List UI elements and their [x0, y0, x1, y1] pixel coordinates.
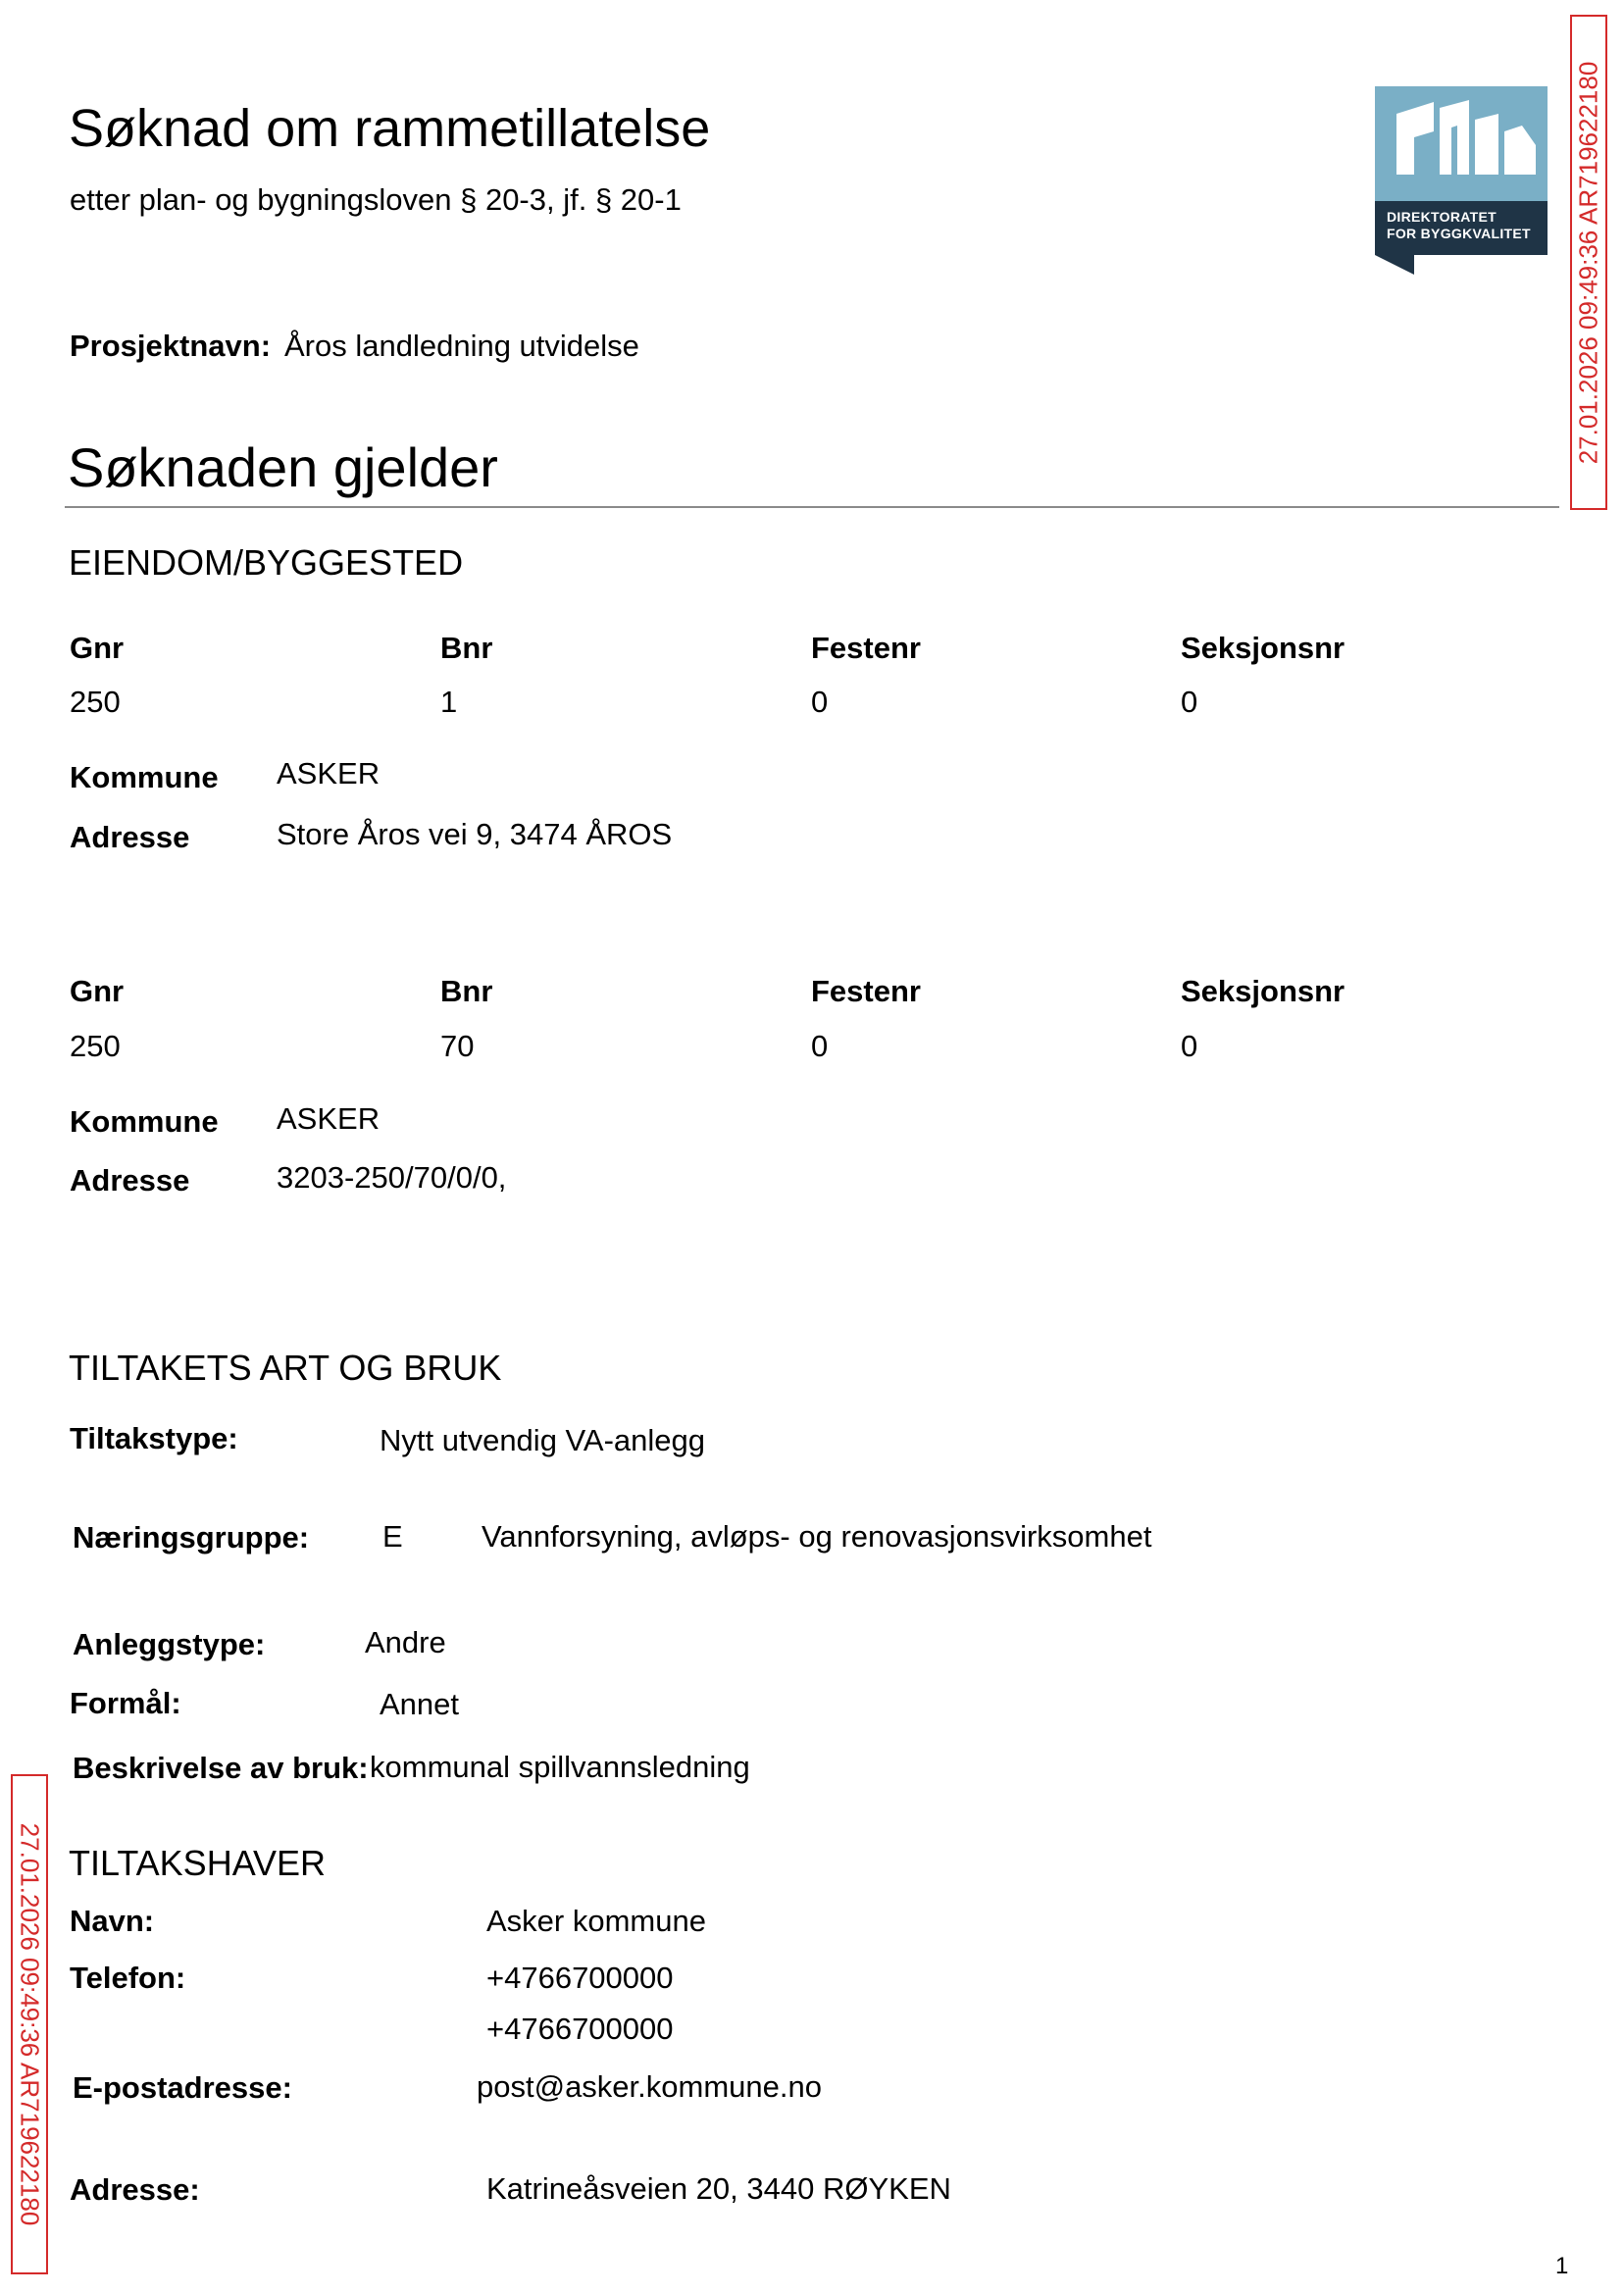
anleggstype-value: Andre [365, 1625, 446, 1659]
epost-value: post@asker.kommune.no [477, 2069, 822, 2104]
logo-line-1: DIREKTORATET [1387, 209, 1497, 225]
kommune-label: Kommune [70, 760, 219, 794]
tiltakstype-value: Nytt utvendig VA-anlegg [380, 1423, 706, 1457]
project-name-label: Prosjektnavn: [70, 329, 272, 363]
document-subtitle: etter plan- og bygningsloven § 20-3, jf. § 20-1 [70, 182, 682, 217]
adresse-value: 3203-250/70/0/0, [277, 1160, 507, 1195]
adresse-value: Store Åros vei 9, 3474 ÅROS [277, 817, 673, 851]
navn-label: Navn: [70, 1904, 155, 1938]
anleggstype-label: Anleggstype: [73, 1627, 266, 1661]
logo-text [1387, 209, 1531, 242]
gnr-value: 250 [70, 685, 121, 719]
formal-label: Formål: [70, 1686, 181, 1720]
adresse-label: Adresse [70, 1163, 190, 1198]
formal-value: Annet [380, 1687, 460, 1721]
festenr-value: 0 [811, 685, 829, 719]
date-stamp-right [1570, 15, 1607, 510]
seksjonsnr-value: 0 [1181, 685, 1198, 719]
bnr-header: Bnr [440, 631, 493, 665]
navn-value: Asker kommune [486, 1904, 706, 1938]
kommune-value: ASKER [277, 1101, 381, 1136]
seksjonsnr-header: Seksjonsnr [1181, 974, 1345, 1008]
epost-label: E-postadresse: [73, 2070, 292, 2105]
bnr-value: 1 [440, 685, 458, 719]
kommune-value: ASKER [277, 756, 381, 790]
naeringsgruppe-label: Næringsgruppe: [73, 1520, 310, 1555]
tiltakshaver-adresse-label: Adresse: [70, 2172, 200, 2207]
telefon-value: +4766700000 [486, 2012, 674, 2046]
date-stamp-left-text: 27.01.2026 09:49:36 AR719622180 [15, 1822, 45, 2226]
naeringsgruppe-code: E [382, 1519, 403, 1554]
page-number: 1 [1555, 2253, 1569, 2279]
seksjonsnr-value: 0 [1181, 1029, 1198, 1063]
festenr-value: 0 [811, 1029, 829, 1063]
beskrivelse-label: Beskrivelse av bruk: [73, 1751, 369, 1785]
tiltakshaver-adresse-value: Katrineåsveien 20, 3440 RØYKEN [486, 2171, 951, 2206]
logo-line-2: FOR BYGGKVALITET [1387, 226, 1531, 241]
telefon-value: +4766700000 [486, 1961, 674, 1995]
gnr-header: Gnr [70, 631, 125, 665]
tiltakstype-label: Tiltakstype: [70, 1421, 238, 1455]
bnr-value: 70 [440, 1029, 475, 1063]
gnr-value: 250 [70, 1029, 121, 1063]
date-stamp-right-text: 27.01.2026 09:49:36 AR719622180 [1573, 61, 1603, 464]
naeringsgruppe-value: Vannforsyning, avløps- og renovasjonsvirksomhet [482, 1519, 1152, 1554]
section-divider [65, 506, 1559, 508]
telefon-label: Telefon: [70, 1961, 186, 1995]
tiltak-heading: TILTAKETS ART OG BRUK [69, 1348, 502, 1388]
document-title: Søknad om rammetillatelse [69, 99, 711, 158]
project-name-value: Åros landledning utvidelse [284, 329, 639, 363]
gnr-header: Gnr [70, 974, 125, 1008]
section-heading: Søknaden gjelder [68, 436, 498, 498]
kommune-label: Kommune [70, 1104, 219, 1139]
festenr-header: Festenr [811, 631, 921, 665]
seksjonsnr-header: Seksjonsnr [1181, 631, 1345, 665]
tiltakshaver-heading: TILTAKSHAVER [69, 1843, 327, 1883]
beskrivelse-value: kommunal spillvannsledning [370, 1750, 750, 1784]
bnr-header: Bnr [440, 974, 493, 1008]
dibk-logo [1375, 86, 1548, 275]
property-heading: EIENDOM/BYGGESTED [69, 542, 464, 583]
adresse-label: Adresse [70, 820, 190, 854]
date-stamp-left [11, 1774, 48, 2274]
festenr-header: Festenr [811, 974, 921, 1008]
